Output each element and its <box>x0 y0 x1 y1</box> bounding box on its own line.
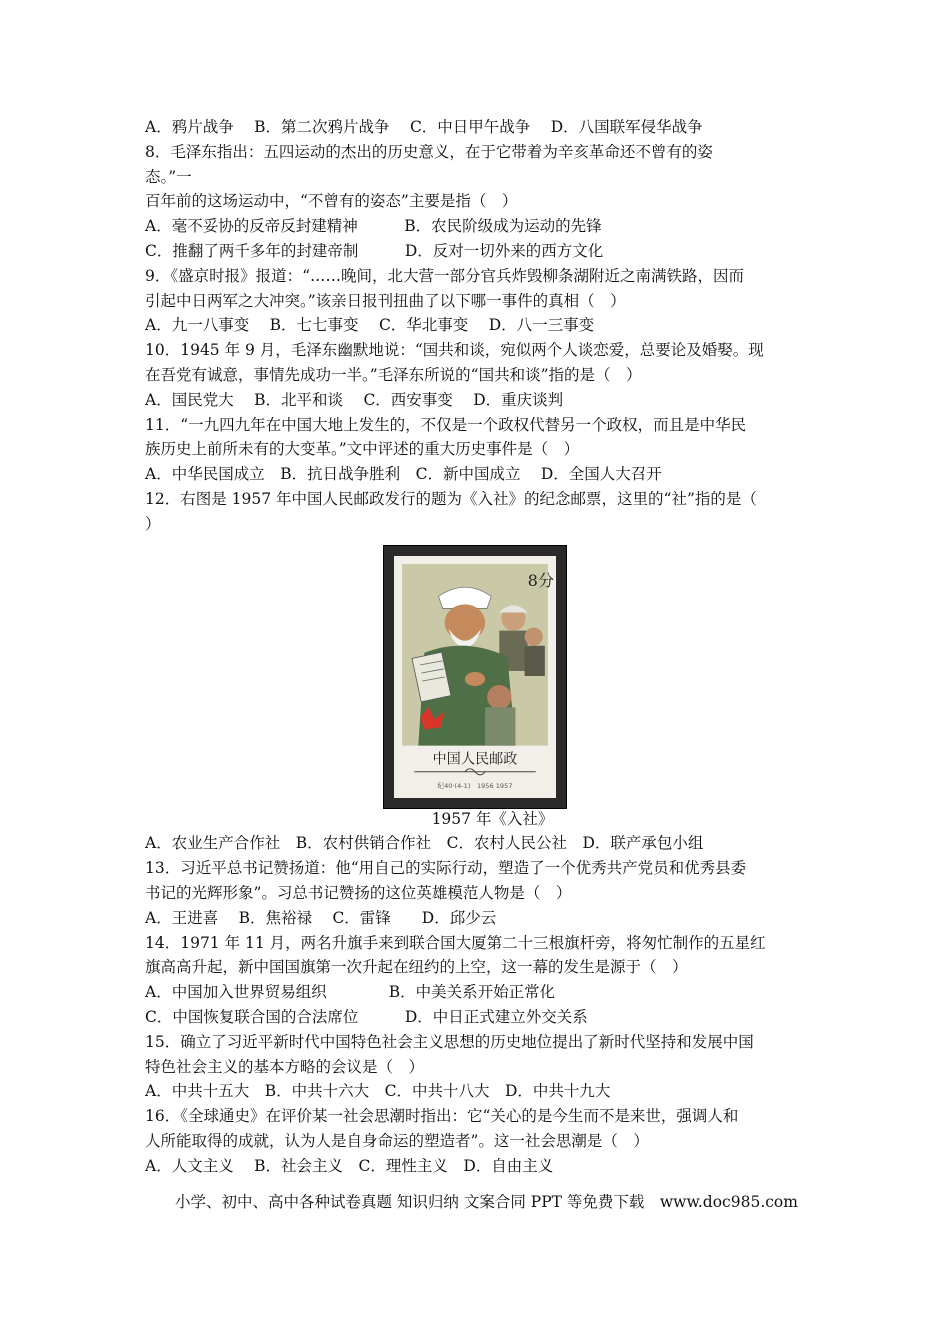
q13-options: A．王进喜 B．焦裕禄 C．雷锋 D．邱少云 <box>145 908 497 927</box>
q13-stem-line-2: 书记的光辉形象”。习总书记赞扬的这位英雄模范人物是（ ） <box>145 883 572 902</box>
q7-options: A．鸦片战争 B．第二次鸦片战争 C．中日甲午战争 D．八国联军侵华战争 <box>145 118 703 136</box>
q10-stem-line-2: 在吾党有诚意，事情先成功一半。”毛泽东所说的“国共和谈”指的是（ ） <box>145 365 642 384</box>
q11-stem-line-2: 族历史上前所未有的大变革。”文中评述的重大历史事件是（ ） <box>145 440 580 459</box>
q14-stem-line-2: 旗高高升起，新中国国旗第一次升起在纽约的上空，这一幕的发生是源于（ ） <box>145 958 688 977</box>
q14-stem-line-1: 14．1971 年 11 月，两名升旗手来到联合国大厦第二十三根旗杆旁，将匆忙制作的五星红 <box>145 933 766 952</box>
stamp-value: 8分 <box>527 570 555 590</box>
q9-options: A．九一八事变 B．七七事变 C．华北事变 D．八一三事变 <box>145 316 595 335</box>
q14-options-cd: C．中国恢复联合国的合法席位 D．中日正式建立外交关系 <box>145 1007 588 1026</box>
q16-options: A．人文主义 B．社会主义 C．理性主义 D．自由主义 <box>145 1156 554 1175</box>
exam-page <box>145 115 810 1179</box>
q12-options: A．农业生产合作社 B．农村供销合作社 C．农村人民公社 D．联产承包小组 <box>145 834 704 853</box>
q9-stem-line-2: 引起中日两军之大冲突。”该亲日报刊扭曲了以下哪一事件的真相（ ） <box>145 291 626 310</box>
q8-options-ab: A．毫不妥协的反帝反封建精神 B．农民阶级成为运动的先锋 <box>145 217 602 236</box>
q8-stem-line-1: 8．毛泽东指出：五四运动的杰出的历史意义，在于它带着为辛亥革命还不曾有的姿 <box>145 142 713 161</box>
q11-options: A．中华民国成立 B．抗日战争胜利 C．新中国成立 D．全国人大召开 <box>145 465 662 484</box>
q15-stem-line-1: 15．确立了习近平新时代中国特色社会主义思想的历史地位提出了新时代坚持和发展中国 <box>145 1032 754 1051</box>
q12-stem-line-2: ） <box>145 514 161 533</box>
q8-stem-line-2: 态。”一 <box>145 167 192 186</box>
stamp-figure <box>145 537 810 807</box>
stamp-illustration <box>394 556 556 798</box>
q10-options: A．国民党大 B．北平和谈 C．西安事变 D．重庆谈判 <box>145 390 564 409</box>
q16-stem-line-1: 16．《全球通史》在评价某一社会思潮时指出：它“关心的是今生而不是来世，强调人和 <box>145 1107 739 1126</box>
q10-stem-line-1: 10．1945 年 9 月，毛泽东幽默地说：“国共和谈，宛似两个人谈恋爱，总要论及婚娶。现 <box>145 341 764 360</box>
footer-download-note: 小学、初中、高中各种试卷真题 知识归纳 文案合同 PPT 等免费下载 www.doc985.com <box>175 1193 798 1211</box>
stamp-code: 纪40·(4-1) 1956 1957 <box>437 781 513 790</box>
stamp-issuer: 中国人民邮政 <box>432 751 518 768</box>
q11-stem-line-1: 11．“一九四九年在中国大地上发生的，不仅是一个政权代替另一个政权，而且是中华民 <box>145 415 747 434</box>
q8-options-cd: C．推翻了两千多年的封建帝制 D．反对一切外来的西方文化 <box>145 241 604 260</box>
q13-stem-line-1: 13．习近平总书记赞扬道：他“用自己的实际行动，塑造了一个优秀共产党员和优秀县委 <box>145 859 747 878</box>
q9-stem-line-1: 9．《盛京时报》报道：“……晚间，北大营一部分官兵炸毁柳条湖附近之南满铁路，因而 <box>145 266 745 285</box>
q15-options: A．中共十五大 B．中共十六大 C．中共十八大 D．中共十九大 <box>145 1082 611 1101</box>
q15-stem-line-2: 特色社会主义的基本方略的会议是（ ） <box>145 1057 425 1076</box>
q14-options-ab: A．中国加入世界贸易组织 B．中美关系开始正常化 <box>145 983 556 1002</box>
figure-caption: 1957 年《入社》 <box>431 809 554 828</box>
stamp-image <box>383 545 567 809</box>
q16-stem-line-2: 人所能取得的成就，认为人是自身命运的塑造者”。这一社会思潮是（ ） <box>145 1131 649 1150</box>
q8-stem-line-3: 百年前的这场运动中，“不曾有的姿态”主要是指（ ） <box>145 192 518 211</box>
q12-stem-line-1: 12．右图是 1957 年中国人民邮政发行的题为《入社》的纪念邮票，这里的“社”指的是（ <box>145 489 757 508</box>
